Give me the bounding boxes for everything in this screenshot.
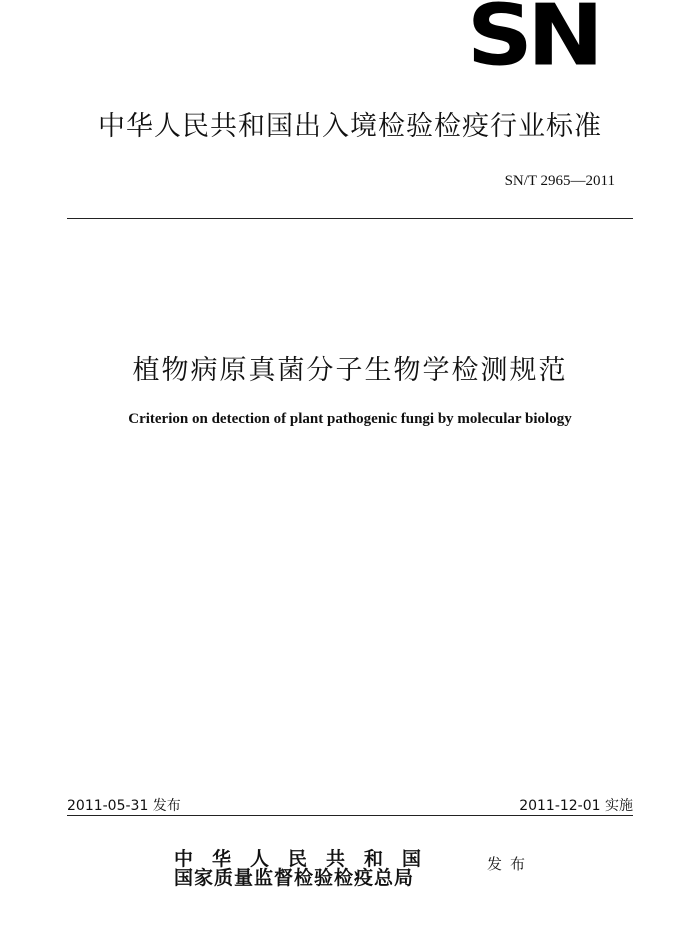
publish-label: 发布 — [487, 855, 534, 873]
document-title-chinese: 植物病原真菌分子生物学检测规范 — [132, 355, 568, 386]
issuer-line-1: 中华人民共和国 — [174, 848, 441, 870]
sn-logo: SN — [466, 0, 598, 85]
issue-date: 2011-05-31 发布 — [67, 798, 181, 814]
implementation-date: 2011-12-01 实施 — [519, 798, 633, 814]
document-title-english: Criterion on detection of plant pathogenic fungi by molecular biology — [128, 411, 572, 427]
standard-number: SN/T 2965—2011 — [504, 173, 615, 189]
top-divider — [67, 218, 633, 219]
issuing-authority-heading: 中华人民共和国出入境检验检疫行业标准 — [98, 111, 602, 142]
bottom-divider — [67, 815, 633, 816]
issuer-line-2: 国家质量监督检验检疫总局 — [174, 867, 415, 889]
